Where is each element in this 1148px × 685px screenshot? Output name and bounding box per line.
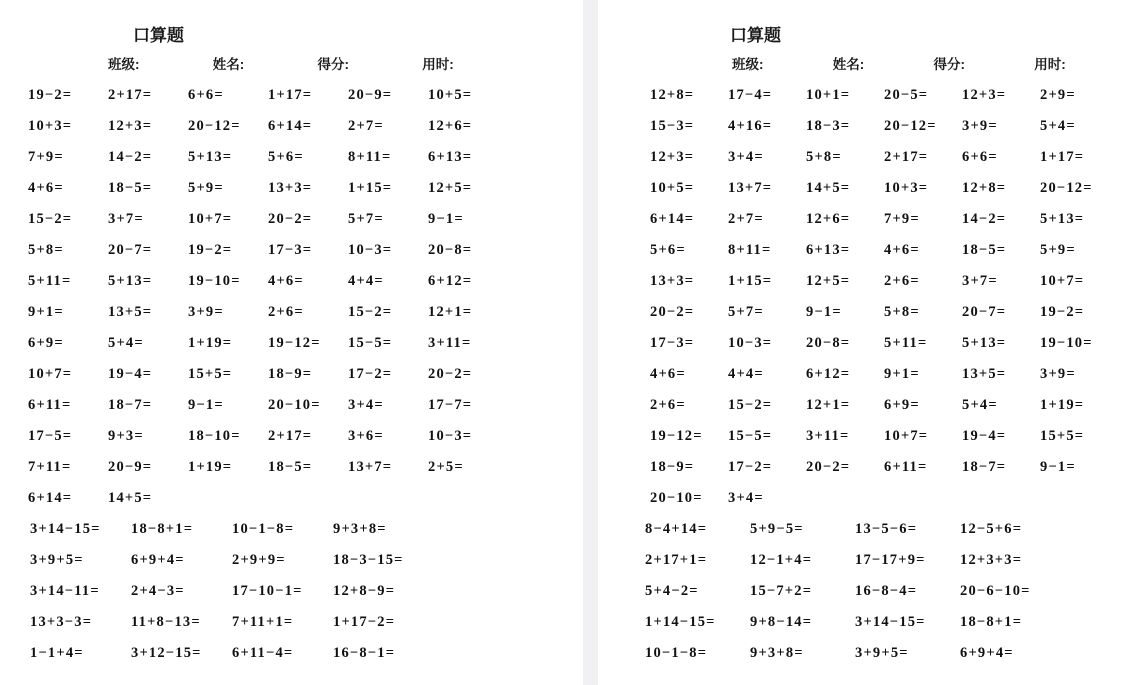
problem: 3+7= (962, 273, 998, 289)
problem: 12+3= (108, 118, 153, 134)
problem: 18−5= (108, 180, 153, 196)
problem: 1+19= (188, 335, 233, 351)
problem: 7+11= (28, 459, 72, 475)
problem-row (0, 514, 583, 545)
problem: 9−1= (188, 397, 224, 413)
problem: 4+4= (728, 366, 764, 382)
problem: 15−2= (348, 304, 393, 320)
problem: 20−10= (268, 397, 321, 413)
problem: 13+3= (268, 180, 313, 196)
problem: 13+3−3= (30, 614, 93, 630)
problem: 18−3= (806, 118, 851, 134)
problem-row (598, 235, 1148, 266)
problem: 3+4= (728, 149, 764, 165)
problem-row (598, 297, 1148, 328)
problem: 12+5= (806, 273, 851, 289)
problem: 13+5= (108, 304, 153, 320)
problem-row (0, 483, 583, 514)
problem: 17−5= (28, 428, 73, 444)
problem: 19−2= (1040, 304, 1085, 320)
problem: 2+17= (108, 87, 153, 103)
problem: 1+14−15= (645, 614, 716, 630)
field-class-label: 班级: (108, 57, 140, 72)
problem-row (0, 266, 583, 297)
problem-row (598, 359, 1148, 390)
problem: 18−3−15= (333, 552, 404, 568)
problem: 5+7= (728, 304, 764, 320)
problem: 6+14= (28, 490, 73, 506)
field-name-label: 姓名: (212, 57, 245, 72)
problem: 2+17= (884, 149, 929, 165)
problem: 4+16= (728, 118, 773, 134)
problem: 10−3= (728, 335, 773, 351)
problem-row (598, 204, 1148, 235)
problem: 4+6= (28, 180, 64, 196)
problem: 12+3= (962, 87, 1007, 103)
problem: 10+3= (28, 118, 73, 134)
problem: 5+11= (28, 273, 72, 289)
problem-row (0, 297, 583, 328)
problem: 14+5= (806, 180, 851, 196)
problem: 4+6= (650, 366, 686, 382)
problem-row (598, 390, 1148, 421)
problem: 3+14−15= (30, 521, 101, 537)
problem: 10+1= (806, 87, 851, 103)
problem: 2+17+1= (645, 552, 708, 568)
problem: 20−2= (268, 211, 313, 227)
problem: 9+3+8= (750, 645, 804, 661)
problem: 19−4= (108, 366, 153, 382)
problem: 6+9+4= (131, 552, 185, 568)
problem: 6+13= (806, 242, 851, 258)
problem: 3+9= (962, 118, 998, 134)
problem: 9+3= (108, 428, 144, 444)
problem: 7+11+1= (232, 614, 294, 630)
problem-row (598, 576, 1148, 607)
problem: 6+14= (268, 118, 313, 134)
problem: 6+9= (28, 335, 64, 351)
problem: 5+11= (884, 335, 928, 351)
problem: 6+11−4= (232, 645, 294, 661)
problem: 15−5= (348, 335, 393, 351)
problem: 20−2= (806, 459, 851, 475)
problem: 3+9= (188, 304, 224, 320)
problem: 17−3= (650, 335, 695, 351)
problem: 4+6= (884, 242, 920, 258)
problem: 3+12−15= (131, 645, 202, 661)
problem: 10+3= (884, 180, 929, 196)
problem: 18−8+1= (960, 614, 1023, 630)
problem: 2+6= (650, 397, 686, 413)
problem: 20−8= (806, 335, 851, 351)
problem: 19−10= (188, 273, 241, 289)
problem: 3+9+5= (855, 645, 909, 661)
problem-row (0, 173, 583, 204)
problem-row (598, 142, 1148, 173)
problem-row (598, 514, 1148, 545)
problem: 9+8−14= (750, 614, 813, 630)
problem: 5+13= (188, 149, 233, 165)
problem-row (598, 452, 1148, 483)
problem: 5+9= (1040, 242, 1076, 258)
problem: 10+7= (1040, 273, 1085, 289)
problem: 8+11= (348, 149, 392, 165)
problem: 2+4−3= (131, 583, 185, 599)
problem: 12+8= (650, 87, 695, 103)
problem: 15−3= (650, 118, 695, 134)
problem: 10−3= (428, 428, 473, 444)
problem: 6+12= (428, 273, 473, 289)
problem: 8−4+14= (645, 521, 708, 537)
problem: 6+11= (28, 397, 72, 413)
problem-row (598, 483, 1148, 514)
problem: 9−1= (1040, 459, 1076, 475)
problem-row (598, 328, 1148, 359)
problem-grid (0, 80, 583, 669)
problem: 12+6= (428, 118, 473, 134)
problem: 9−1= (428, 211, 464, 227)
problem: 18−7= (962, 459, 1007, 475)
problem: 3+9+5= (30, 552, 84, 568)
problem: 5+13= (108, 273, 153, 289)
problem: 13+5= (962, 366, 1007, 382)
problem: 15+5= (1040, 428, 1085, 444)
problem: 1+17−2= (333, 614, 396, 630)
worksheet-page-right (598, 0, 1148, 685)
problem: 19−12= (650, 428, 703, 444)
page-gutter (583, 0, 598, 685)
problem: 18−5= (962, 242, 1007, 258)
problem: 1+15= (728, 273, 773, 289)
problem: 16−8−1= (333, 645, 396, 661)
problem: 2+5= (428, 459, 464, 475)
problem-row (0, 452, 583, 483)
problem: 14−2= (962, 211, 1007, 227)
problem: 2+9= (1040, 87, 1076, 103)
problem: 5+13= (962, 335, 1007, 351)
problem: 1−1+4= (30, 645, 84, 661)
problem: 1+17= (1040, 149, 1085, 165)
problem-row (598, 266, 1148, 297)
problem: 20−10= (650, 490, 703, 506)
problem: 13+7= (728, 180, 773, 196)
problem-row (0, 576, 583, 607)
problem: 5+6= (268, 149, 304, 165)
problem: 5+7= (348, 211, 384, 227)
problem-row (0, 328, 583, 359)
field-time-label: 用时: (1034, 57, 1066, 72)
problem-row (598, 638, 1148, 669)
problem: 18−9= (650, 459, 695, 475)
problem: 12−1+4= (750, 552, 813, 568)
problem: 3+9= (1040, 366, 1076, 382)
problem: 5+13= (1040, 211, 1085, 227)
problem: 20−12= (188, 118, 241, 134)
problem-row (0, 204, 583, 235)
problem: 12+8−9= (333, 583, 396, 599)
problem: 10−1−8= (232, 521, 295, 537)
problem: 5+8= (28, 242, 64, 258)
problem-row (598, 80, 1148, 111)
problem: 6+13= (428, 149, 473, 165)
problem-row (0, 545, 583, 576)
problem: 14+5= (108, 490, 153, 506)
field-score-label: 得分: (317, 57, 350, 72)
problem: 5+8= (884, 304, 920, 320)
problem: 5+4= (962, 397, 998, 413)
problem: 12+5= (428, 180, 473, 196)
problem: 18−5= (268, 459, 313, 475)
problem: 2+17= (268, 428, 313, 444)
problem-row (0, 359, 583, 390)
problem: 5+9= (188, 180, 224, 196)
problem: 17−7= (428, 397, 473, 413)
page-title: 口算题 (730, 26, 781, 45)
problem: 3+14−11= (30, 583, 100, 599)
problem-row (0, 142, 583, 173)
problem: 9+3+8= (333, 521, 387, 537)
problem: 6+6= (188, 87, 224, 103)
problem: 3+4= (728, 490, 764, 506)
problem: 16−8−4= (855, 583, 918, 599)
problem: 20−9= (348, 87, 393, 103)
problem: 13+7= (348, 459, 393, 475)
problem: 20−9= (108, 459, 153, 475)
problem: 2+9+9= (232, 552, 286, 568)
problem: 18−8+1= (131, 521, 194, 537)
problem: 5+6= (650, 242, 686, 258)
problem-row (0, 607, 583, 638)
problem: 11+8−13= (131, 614, 201, 630)
problem: 7+9= (28, 149, 64, 165)
problem: 20−2= (650, 304, 695, 320)
problem-row (0, 638, 583, 669)
problem: 5+4= (108, 335, 144, 351)
problem: 2+6= (268, 304, 304, 320)
problem: 6+12= (806, 366, 851, 382)
field-time-label: 用时: (422, 57, 454, 72)
field-name-label: 姓名: (832, 57, 865, 72)
problem: 17−10−1= (232, 583, 303, 599)
problem: 10−1−8= (645, 645, 708, 661)
page-title: 口算题 (133, 26, 184, 45)
problem-row (598, 421, 1148, 452)
problem: 9+1= (28, 304, 64, 320)
problem: 15−7+2= (750, 583, 813, 599)
problem-row (0, 80, 583, 111)
problem: 18−10= (188, 428, 241, 444)
problem: 9−1= (806, 304, 842, 320)
problem: 19−12= (268, 335, 321, 351)
problem: 12−5+6= (960, 521, 1023, 537)
problem: 10+5= (650, 180, 695, 196)
problem: 20−7= (962, 304, 1007, 320)
problem-grid (598, 80, 1148, 669)
problem: 1+15= (348, 180, 393, 196)
problem: 7+9= (884, 211, 920, 227)
problem: 1+19= (1040, 397, 1085, 413)
problem: 17−17+9= (855, 552, 926, 568)
problem-row (0, 111, 583, 142)
problem: 19−10= (1040, 335, 1093, 351)
problem: 5+4−2= (645, 583, 699, 599)
problem: 15−5= (728, 428, 773, 444)
problem: 12+1= (428, 304, 473, 320)
problem: 9+1= (884, 366, 920, 382)
problem-row (598, 111, 1148, 142)
problem: 12+6= (806, 211, 851, 227)
problem: 18−9= (268, 366, 313, 382)
problem: 8+11= (728, 242, 772, 258)
problem-row (598, 173, 1148, 204)
problem: 20−12= (884, 118, 937, 134)
problem: 13−5−6= (855, 521, 918, 537)
problem: 19−2= (188, 242, 233, 258)
problem: 10+7= (884, 428, 929, 444)
problem: 17−4= (728, 87, 773, 103)
problem: 20−6−10= (960, 583, 1031, 599)
problem: 10+7= (28, 366, 73, 382)
problem: 12+8= (962, 180, 1007, 196)
problem: 3+7= (108, 211, 144, 227)
field-score-label: 得分: (933, 57, 966, 72)
problem: 14−2= (108, 149, 153, 165)
problem: 4+4= (348, 273, 384, 289)
problem: 3+11= (428, 335, 472, 351)
problem: 4+6= (268, 273, 304, 289)
problem: 3+4= (348, 397, 384, 413)
problem: 13+3= (650, 273, 695, 289)
problem: 5+9−5= (750, 521, 804, 537)
problem: 6+11= (884, 459, 928, 475)
problem: 20−8= (428, 242, 473, 258)
problem: 10−3= (348, 242, 393, 258)
problem: 15−2= (728, 397, 773, 413)
problem: 5+4= (1040, 118, 1076, 134)
problem: 3+14−15= (855, 614, 926, 630)
problem-row (598, 607, 1148, 638)
problem: 17−3= (268, 242, 313, 258)
problem: 15+5= (188, 366, 233, 382)
problem: 10+7= (188, 211, 233, 227)
problem: 2+7= (348, 118, 384, 134)
problem: 10+5= (428, 87, 473, 103)
problem: 18−7= (108, 397, 153, 413)
problem: 20−12= (1040, 180, 1093, 196)
problem: 19−4= (962, 428, 1007, 444)
problem: 12+1= (806, 397, 851, 413)
field-class-label: 班级: (732, 57, 764, 72)
problem-row (598, 545, 1148, 576)
problem: 20−2= (428, 366, 473, 382)
problem: 6+6= (962, 149, 998, 165)
header-fields (598, 56, 1148, 74)
problem: 19−2= (28, 87, 73, 103)
problem: 2+7= (728, 211, 764, 227)
problem: 12+3= (650, 149, 695, 165)
problem: 3+11= (806, 428, 850, 444)
problem: 12+3+3= (960, 552, 1023, 568)
problem: 15−2= (28, 211, 73, 227)
problem: 5+8= (806, 149, 842, 165)
problem: 17−2= (728, 459, 773, 475)
problem-row (0, 421, 583, 452)
problem: 20−5= (884, 87, 929, 103)
problem: 6+14= (650, 211, 695, 227)
problem: 2+6= (884, 273, 920, 289)
problem-row (0, 235, 583, 266)
problem: 20−7= (108, 242, 153, 258)
problem: 1+17= (268, 87, 313, 103)
problem: 17−2= (348, 366, 393, 382)
problem-row (0, 390, 583, 421)
problem: 6+9= (884, 397, 920, 413)
header-fields (0, 56, 583, 74)
problem: 1+19= (188, 459, 233, 475)
problem: 6+9+4= (960, 645, 1014, 661)
problem: 3+6= (348, 428, 384, 444)
